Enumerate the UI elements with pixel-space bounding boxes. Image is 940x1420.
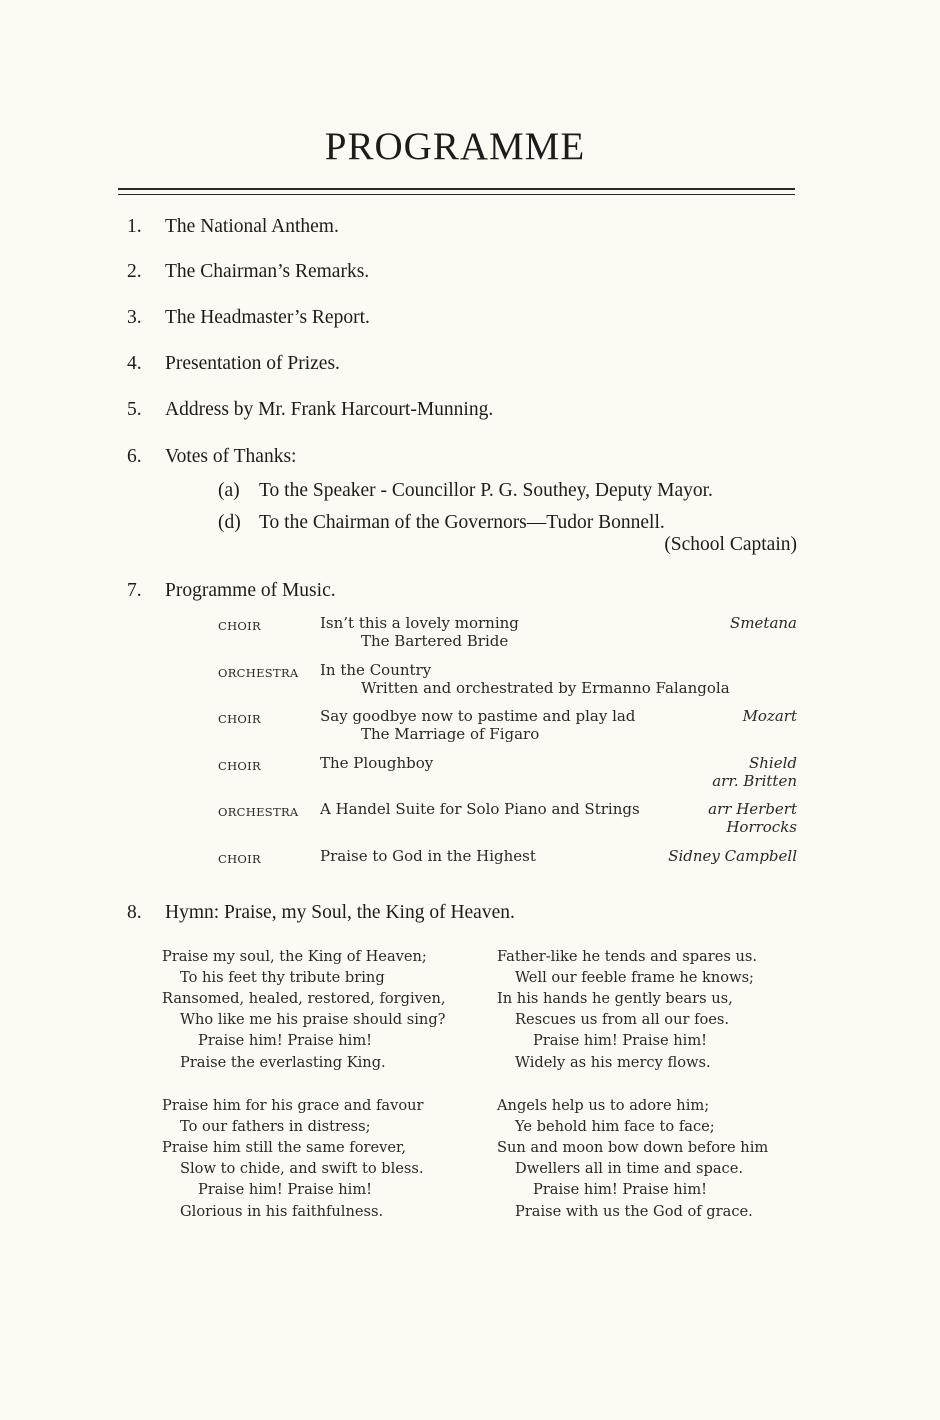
hymn-line: Praise my soul, the King of Heaven; [162,948,427,965]
item-text: The Chairman’s Remarks. [165,261,370,282]
item-number: 1. [127,216,142,237]
performer: ORCHESTRA [218,666,299,680]
piece-subtitle: The Bartered Bride [361,632,509,650]
performer: CHOIR [218,852,261,866]
hymn-line: Widely as his mercy flows. [515,1054,711,1071]
performer: CHOIR [218,759,261,773]
performer: CHOIR [218,619,261,633]
hymn-line: Praise him! Praise him! [198,1032,373,1049]
thanks-note: (School Captain) [664,534,797,555]
hymn-line: Praise him! Praise him! [533,1032,708,1049]
hymn-line: Praise him still the same forever, [162,1139,407,1156]
piece-title: The Ploughboy [320,754,434,772]
thanks-label: (d) [218,512,241,533]
hymn-line: Praise the everlasting King. [180,1054,386,1071]
piece-title: Say goodbye now to pastime and play lad [320,707,636,725]
piece-title: Praise to God in the Highest [320,847,536,865]
item-number: 3. [127,307,142,328]
hymn-line: Father-like he tends and spares us. [497,948,758,965]
hymn-line: Angels help us to adore him; [497,1097,710,1114]
performer: ORCHESTRA [218,805,299,819]
hymn-line: Praise him! Praise him! [198,1181,373,1198]
piece-subtitle: The Marriage of Figaro [361,725,540,743]
item-text: Presentation of Prizes. [165,353,340,374]
hymn-line: In his hands he gently bears us, [497,990,733,1007]
piece-title: A Handel Suite for Solo Piano and Strings [320,800,640,818]
hymn-line: Slow to chide, and swift to bless. [180,1160,424,1177]
hymn-line: Praise him for his grace and favour [162,1097,424,1114]
item-number: 4. [127,353,142,374]
item-text: Hymn: Praise, my Soul, the King of Heaven. [165,902,515,923]
hymn-line: To his feet thy tribute bring [180,969,385,986]
piece-subtitle: Written and orchestrated by Ermanno Falangola [361,679,730,697]
item-number: 8. [127,902,142,923]
title-rule-top [118,188,795,190]
composer: Sidney Campbell [668,847,797,865]
thanks-label: (a) [218,480,240,501]
piece-title: Isn’t this a lovely morning [320,614,519,632]
item-text: Address by Mr. Frank Harcourt-Munning. [165,399,494,420]
thanks-text: To the Chairman of the Governors—Tudor Bonnell. [259,512,665,533]
item-number: 2. [127,261,142,282]
composer: arr Herbert [708,800,797,818]
hymn-line: Who like me his praise should sing? [180,1011,446,1028]
hymn-line: Praise him! Praise him! [533,1181,708,1198]
performer: CHOIR [218,712,261,726]
hymn-line: Rescues us from all our foes. [515,1011,730,1028]
item-text: Programme of Music. [165,580,336,601]
composer-arranger: Horrocks [726,818,797,836]
hymn-line: Well our feeble frame he knows; [515,969,754,986]
composer-arranger: arr. Britten [712,772,797,790]
item-text: Votes of Thanks: [165,446,297,467]
thanks-text: To the Speaker - Councillor P. G. Southey, Deputy Mayor. [259,480,713,501]
item-number: 6. [127,446,142,467]
composer: Smetana [730,614,797,632]
item-number: 7. [127,580,142,601]
hymn-line: Glorious in his faithfulness. [180,1203,384,1220]
page-title: PROGRAMME [324,125,586,168]
title-rule-bottom [118,194,795,195]
piece-title: In the Country [320,661,432,679]
composer: Shield [748,754,797,772]
composer: Mozart [742,707,797,725]
hymn-line: Ye behold him face to face; [515,1118,715,1135]
hymn-line: To our fathers in distress; [180,1118,371,1135]
item-text: The National Anthem. [165,216,339,237]
hymn-line: Sun and moon bow down before him [497,1139,769,1156]
hymn-line: Praise with us the God of grace. [515,1203,753,1220]
item-text: The Headmaster’s Report. [165,307,370,328]
item-number: 5. [127,399,142,420]
hymn-line: Ransomed, healed, restored, forgiven, [162,990,446,1007]
hymn-line: Dwellers all in time and space. [515,1160,743,1177]
